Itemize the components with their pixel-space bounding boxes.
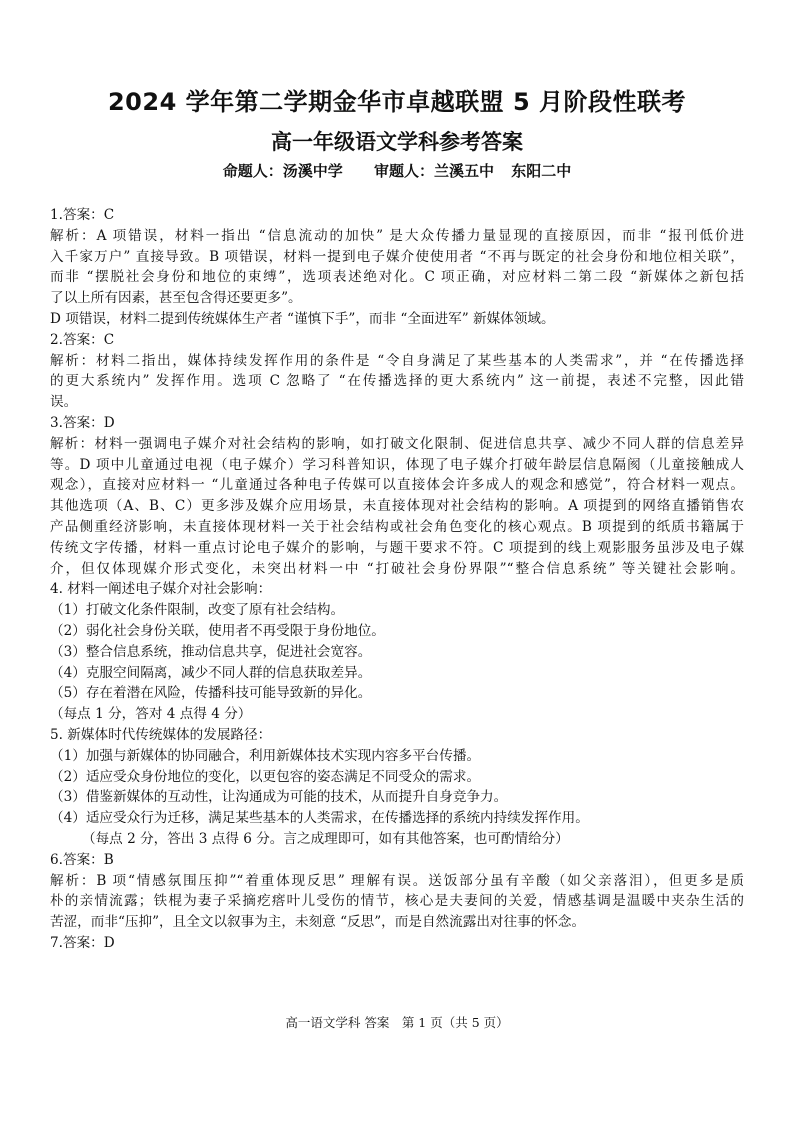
answer-line: 产品侧重经济影响，未直接体现材料一关于社会结构或社会角色变化的核心观点。B 项提到的纸质书籍属于 <box>50 518 744 535</box>
reviewer-2: 东阳二中 <box>511 162 572 180</box>
answer-line: 4. 材料一阐述电子媒介对社会影响： <box>50 581 272 598</box>
document-title: 2024 学年第二学期金华市卓越联盟 5 月阶段性联考 <box>107 88 687 116</box>
answer-line: 1.答案：C <box>50 207 115 223</box>
answer-line: （3）借鉴新媒体的互动性，让沟通成为可能的技术，从而提升自身竞争力。 <box>50 789 508 806</box>
page-footer: 高一语文学科 答案 第 1 页（共 5 页） <box>285 1015 509 1030</box>
answer-line: 5. 新媒体时代传统媒体的发展路径： <box>50 726 272 743</box>
answer-line: 解析：材料一强调电子媒介对社会结构的影响，如打破文化限制、促进信息共享、减少不同人群的信息差异 <box>50 435 744 452</box>
answer-line: 入千家万户” 直接导致。B 项错误，材料一提到电子媒介使使用者 “不再与既定的社会身份和地位相关联”， <box>50 248 744 265</box>
answer-line: （4）克服空间隔离，减少不同人群的信息获取差异。 <box>50 664 372 681</box>
answer-line: 其他选项（A、B、C）更多涉及媒介应用场景，未直接体现对社会结构的影响。A 项提到的网络直播销售农 <box>50 498 744 515</box>
answer-line: 误。 <box>50 394 78 411</box>
authors-line <box>0 160 794 181</box>
reviewer: 审题人：兰溪五中 <box>373 162 494 180</box>
answer-line: 传统文字传播，材料一重点讨论电子媒介的影响，与题干要求不符。C 项提到的线上观影服务虽涉及电子媒 <box>50 539 744 556</box>
answer-line: 观念），直接对应材料一 “儿童通过各种电子传媒可以直接体会许多成人的观念和感觉”，符合材料一观点。 <box>50 477 744 494</box>
answer-line: （3）整合信息系统，推动信息共享，促进社会宽容。 <box>50 643 372 660</box>
answer-line: （4）适应受众行为迁移，满足某些基本的人类需求，在传播选择的系统内持续发挥作用。 <box>50 810 589 827</box>
answer-line: 朴的亲情流露；铁棍为妻子采摘疙瘩叶儿受伤的情节，核心是夫妻间的关爱，情感基调是温暖中夹杂生活的 <box>50 893 744 910</box>
answer-line: （2）适应受众身份地位的变化，以更包容的姿态满足不同受众的需求。 <box>50 768 481 785</box>
answer-line: 6.答案：B <box>50 851 114 868</box>
answer-line: 苦涩，而非“压抑”，且全文以叙事为主，未刻意 “反思”，而是自然流露出对往事的怀念。 <box>50 914 586 931</box>
answer-line: 的更大系统内” 发挥作用。选项 C 忽略了 “在传播选择的更大系统内” 这一前提，表述不完整，因此错 <box>50 373 744 390</box>
answer-line: D 项错误，材料二提到传统媒体生产者 “谨慎下手”，而非 “全面进军” 新媒体领域。 <box>50 310 555 327</box>
answer-line: 等。D 项中儿童通过电视（电子媒介）学习科普知识，体现了电子媒介打破年龄层信息隔阂（儿童接触成人 <box>50 456 744 473</box>
answer-line: 解析：A 项错误，材料一指出 “信息流动的加快” 是大众传播力量显现的直接原因，而非 “报刊低价进 <box>50 227 744 244</box>
answer-line: 2.答案：C <box>50 331 115 348</box>
answer-body <box>50 205 744 954</box>
answer-line: 解析：B 项“情感氛围压抑”“着重体现反思” 理解有误。送饭部分虽有辛酸（如父亲落泪），但更多是质 <box>50 872 744 889</box>
answer-line: （每点 2 分，答出 3 点得 6 分。言之成理即可，如有其他答案，也可酌情给分） <box>82 830 569 847</box>
answer-line: 解析：材料二指出，媒体持续发挥作用的条件是 “令自身满足了某些基本的人类需求”，并 “在传播选择 <box>50 352 744 369</box>
answer-line: 3.答案：D <box>50 414 115 431</box>
answer-line: （5）存在着潜在风险，传播科技可能导致新的异化。 <box>50 685 372 702</box>
question-setter: 命题人：汤溪中学 <box>222 162 343 180</box>
answer-line: （2）弱化社会身份关联，使用者不再受限于身份地位。 <box>50 622 385 639</box>
answer-line: 了以上所有因素，甚至包含得还要更多”。 <box>50 290 302 307</box>
answer-line: 7.答案：D <box>50 934 115 951</box>
answer-line: （1）打破文化条件限制，改变了原有社会结构。 <box>50 602 345 619</box>
answer-line: （1）加强与新媒体的协同融合，利用新媒体技术实现内容多平台传播。 <box>50 747 481 764</box>
answer-line: 介，但仅体现媒介形式变化，未突出材料一中 “打破社会身份界限”“整合信息系统” 等关键社会影响。 <box>50 560 744 577</box>
document-subtitle: 高一年级语文学科参考答案 <box>271 130 523 154</box>
answer-line: 而非 “摆脱社会身份和地位的束缚”，选项表述绝对化。C 项正确，对应材料二第二段 “新媒体之新包括 <box>50 269 744 286</box>
answer-line: （每点 1 分，答对 4 点得 4 分） <box>50 706 252 723</box>
